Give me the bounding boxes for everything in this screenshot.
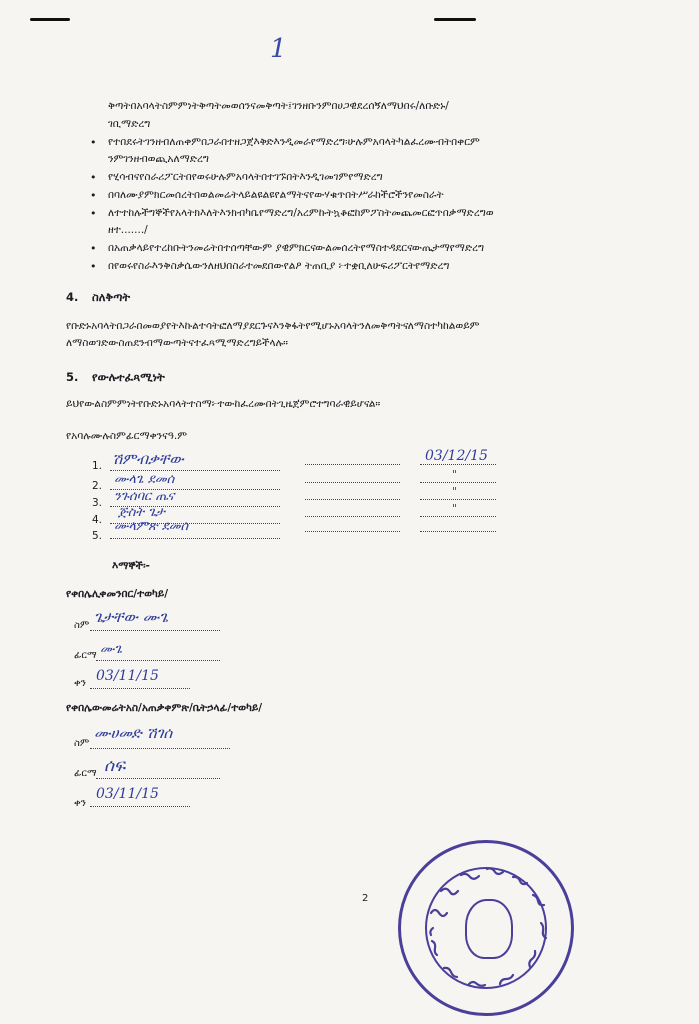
member-date: 03/12/15 [425, 448, 488, 464]
member-number: 4. [92, 514, 103, 526]
date-line [420, 516, 496, 517]
member-date: " [452, 468, 458, 481]
signature-label: ፊርማ [74, 650, 97, 661]
section-4-heading [66, 290, 130, 305]
receiver-name: ጌታቸው ሙጌ [94, 608, 169, 626]
bullet-line: ዘተ......./ [108, 224, 148, 236]
bullet-dot: • [90, 189, 97, 202]
officer-signature: ሰፍ [104, 756, 126, 776]
bullet-line: ንምገንዘብወጪአለማድረግ [108, 153, 209, 165]
member-name: ሽምብቃቸው [112, 450, 184, 468]
bullet-line: በባለሙያምክርመሰረትበወልመሬትላይልዩልዩየልማትናየውሃቁጥበትሥራከችሮችንየመስራት [108, 189, 444, 201]
member-number: 5. [92, 530, 103, 542]
section-number: 5. [66, 370, 79, 384]
signature-label: ፊርማ [74, 768, 97, 779]
date-line [90, 806, 190, 807]
member-name: ጅስት ጌታ [118, 505, 165, 520]
name-line [110, 538, 280, 539]
date-line [420, 464, 496, 465]
officer-name: ሙሀመድ ሽገሰ [94, 724, 173, 742]
signature-line [305, 531, 400, 532]
bullet-dot: • [90, 136, 97, 149]
intro-line: ገቢማድረግ [108, 118, 151, 130]
signature-line [96, 778, 220, 779]
receiver-date: 03/11/15 [96, 668, 159, 684]
page-number: 2 [362, 893, 369, 904]
name-label: ስም [74, 620, 90, 631]
date-line [90, 688, 190, 689]
date-line [420, 482, 496, 483]
signature-line [305, 482, 400, 483]
top-right-mark [434, 18, 476, 21]
section-title: ስለቅጣት [92, 290, 131, 304]
date-label: ቀን [74, 678, 86, 689]
bullet-dot: • [90, 207, 97, 220]
bullet-line: የተበደሩትገንዘብለጠቀምበጋራበተዘጋጀእቅድእንዲመራየማድረግ፡ሁሉምአባላትካልፈረሙብትበቀርም [108, 136, 480, 148]
bullet-dot: • [90, 242, 97, 255]
intro-line: ቅጣትበአባላትስምምነትቅጣትመወሰንናመቅጣት፤ገንዘቡንምበሀጋዊደረሰኝለማህበሩ/ለቡድኑ/ [108, 100, 449, 112]
stamp-ring-marks [401, 843, 571, 1013]
officer-title: የቀበሌውመሬትአስ/አጠቃቀምጽ/ቤትኃላፊ/ተወካይ/ [66, 702, 263, 714]
date-label: ቀን [74, 798, 86, 809]
section-4-line: የቡድኑአባላትበጋራበመወያየትእኩልተሳትፎለማያደርጉናእንቅፋትየሚሆኑአባላትንለመቅጣትናለማስተካከልወይም [66, 320, 480, 332]
section-5-line: ይህየውልስምምነትየቡድኑአባላትተስማ፦ተውከፈረሙበትጊዜጀምሮተግባራዊይሆናል። [66, 398, 381, 410]
name-label: ስም [74, 738, 90, 749]
bullet-dot: • [90, 260, 97, 273]
date-line [420, 531, 496, 532]
signature-line [305, 516, 400, 517]
bullet-dot: • [90, 171, 97, 184]
member-name: ንጉሰባር ጤና [114, 489, 175, 504]
signature-line [96, 660, 220, 661]
receiver-title: የቀበሌሊቀመንበር/ተወካይ/ [66, 588, 169, 600]
members-title: የአባሉሙሉስምፊርማቀንናዓ.ም [66, 430, 188, 442]
name-line [110, 470, 280, 471]
section-title: የውሉተፈጻሚነት [92, 370, 165, 384]
member-number: 1. [92, 460, 103, 472]
receiver-signature: ሙጌ [100, 642, 123, 657]
date-line [420, 499, 496, 500]
bullet-line: በአጠቃላይየተረከቡትንመሬትበተሰጣቸውም ያዊምክርናውልመሰረትየማስተዳደርናውጤታማየማድረግ [108, 242, 485, 254]
member-name: ሙላምጽ ደመሰ [114, 519, 189, 534]
official-stamp [398, 840, 574, 1016]
name-line [90, 748, 230, 749]
bullet-line: የሂሳብናየስራሪፖርትበየወሩሁሉምአባላትበተገኙበትእንዲገመገምየማድረግ [108, 171, 383, 183]
member-date: " [452, 502, 458, 515]
name-line [90, 630, 220, 631]
witnesses-title: እማኞች፡- [112, 560, 150, 572]
signature-line [305, 499, 400, 500]
section-number: 4. [66, 290, 79, 304]
signature-line [305, 464, 400, 465]
member-number: 3. [92, 497, 103, 509]
handwritten-page-number: 1 [270, 34, 287, 64]
officer-date: 03/11/15 [96, 786, 159, 802]
section-4-line: ለማስወገድውስጠደንብማውጣትናተፈጻሚማድረግይችላሉ። [66, 337, 289, 349]
section-5-heading [66, 370, 165, 385]
bullet-line: በየወሩየስራእንቅስቃሴውንለዘህበስራተመደበውየልዖ ትጠቢያ ፦ተቋቢለሁፍሪፖርትየማድረግ [108, 260, 450, 272]
member-name: ሙላጌ ደመሰ [114, 472, 175, 487]
member-date: " [452, 485, 458, 498]
member-number: 2. [92, 480, 103, 492]
bullet-line: ለተተከሉችግኞችየአላትክእለትእንክብካቤየማድረግ/አረምኩትኳቆፎከምፖስትመጨመርፎጥበቃማድረግወ [108, 207, 494, 219]
top-left-mark [30, 18, 70, 21]
